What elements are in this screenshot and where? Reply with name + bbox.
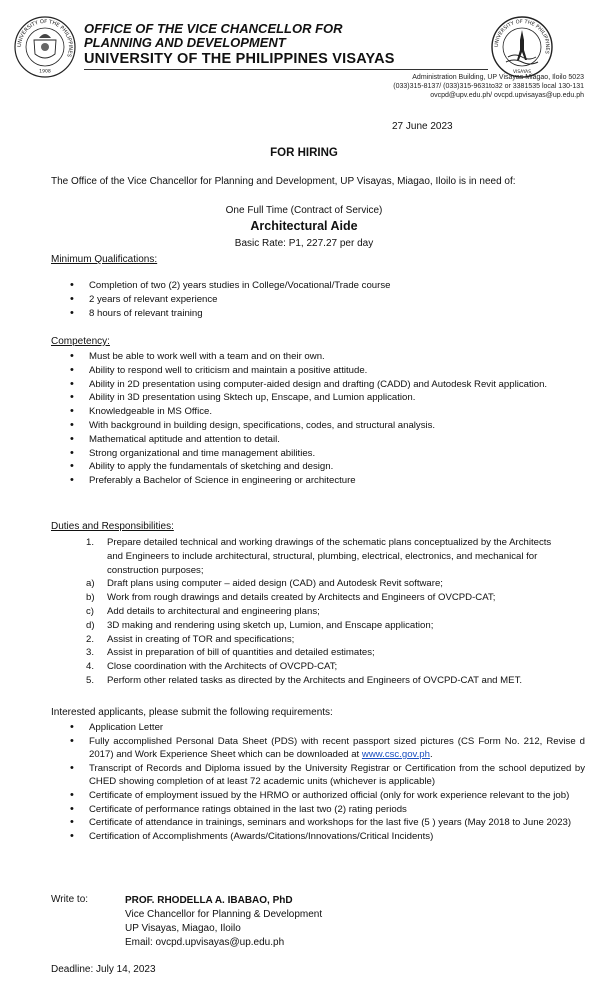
min-qualifications-list xyxy=(0,279,569,320)
list-item xyxy=(0,633,569,647)
header-divider xyxy=(84,69,488,70)
employment-type: One Full Time (Contract of Service) xyxy=(225,205,383,216)
list-item: • Mathematical aptitude and attention to detail. xyxy=(0,433,569,447)
list-item: • 8 hours of relevant training xyxy=(0,307,569,321)
list-item: • Ability in 2D presentation using computer-aided design and drafting (CADD) and Autodesk Revit application. xyxy=(0,378,569,392)
item-text: 3D making and rendering using sketch up, Lumion, and Enscape application; xyxy=(107,619,434,631)
min-qualifications-heading: Minimum Qualifications: xyxy=(51,254,158,265)
list-item xyxy=(0,536,569,577)
upv-seal-logo xyxy=(491,16,553,78)
list-item: • Knowledgeable in MS Office. xyxy=(0,405,569,419)
phone-line: (033)315-8137/ (033)315-9631to32 or 3381535 local 130-131 xyxy=(393,83,584,90)
list-item: • 2 years of relevant experience xyxy=(0,293,569,307)
item-marker: 4. xyxy=(86,661,95,673)
contact-address: UP Visayas, Miagao, Iloilo xyxy=(125,923,241,934)
address-line: Administration Building, UP Visayas Miagao, Iloilo 5023 xyxy=(412,74,584,81)
requirements-list xyxy=(0,721,585,843)
link-suffix: . xyxy=(429,749,433,761)
basic-rate: Basic Rate: P1, 227.27 per day xyxy=(234,238,374,249)
item-marker: a) xyxy=(86,578,95,590)
list-item: • Certificate of performance ratings obtained in the last two (2) rating periods xyxy=(0,803,585,817)
list-item xyxy=(0,605,569,619)
up-seal-logo xyxy=(14,16,76,78)
item-text: Close coordination with the Architects of OVCPD-CAT; xyxy=(107,661,338,673)
contact-block xyxy=(125,894,322,950)
intro-text: The Office of the Vice Chancellor for Planning and Development, UP Visayas, Miagao, Iloilo is in need of: xyxy=(51,176,516,187)
list-item: • Preferably a Bachelor of Science in engineering or architecture xyxy=(0,474,569,488)
item-marker: c) xyxy=(86,605,94,617)
svg-text:1908: 1908 xyxy=(39,69,51,75)
list-item xyxy=(0,735,585,762)
svg-text:UNIVERSITY OF THE PHILIPPINES: UNIVERSITY OF THE PHILIPPINES xyxy=(493,18,551,55)
item-text: Prepare detailed technical and working drawings of the schematic plans conceptualized by the Architects and Engineers to include architectural, structural, plumbing, electrical, electronics, and mechanical for construction purposes; xyxy=(107,537,552,576)
list-item: • Completion of two (2) years studies in College/Vocational/Trade course xyxy=(0,279,569,293)
item-text: Perform other related tasks as directed by the Architects and Engineers of OVCPD-CAT and MET. xyxy=(107,674,523,686)
item-text: Add details to architectural and engineering plans; xyxy=(107,605,320,617)
write-to-label: Write to: xyxy=(51,894,89,905)
letter-date: 27 June 2023 xyxy=(392,121,453,132)
list-item xyxy=(0,619,569,633)
list-item: • Ability in 3D presentation using Sktech up, Enscape, and Lumion application. xyxy=(0,391,569,405)
competency-list xyxy=(0,350,569,488)
item-text: Assist in preparation of bill of quantities and detailed estimates; xyxy=(107,647,375,659)
office-address xyxy=(393,73,584,100)
position-title: Architectural Aide xyxy=(250,219,358,233)
competency-heading: Competency: xyxy=(51,336,110,347)
list-item: • Certification of Accomplishments (Awards/Citations/Innovations/Critical Incidents) xyxy=(0,830,585,844)
university-name: UNIVERSITY OF THE PHILIPPINES VISAYAS xyxy=(84,51,395,67)
item-marker: 3. xyxy=(86,647,95,659)
list-item xyxy=(0,660,569,674)
item-marker: 2. xyxy=(86,633,95,645)
item-marker: b) xyxy=(86,592,95,604)
deadline: Deadline: July 14, 2023 xyxy=(51,964,156,975)
contact-title: Vice Chancellor for Planning & Development xyxy=(125,909,323,920)
requirements-heading: Interested applicants, please submit the following requirements: xyxy=(51,707,333,718)
list-item: • With background in building design, specifications, codes, and structural analysis. xyxy=(0,419,569,433)
list-item: • Application Letter xyxy=(0,721,585,735)
list-item: • Certificate of attendance in trainings, seminars and workshops for the last five (5 ) years (May 2018 to June 2023) xyxy=(0,816,585,830)
list-item xyxy=(0,646,569,660)
duties-heading: Duties and Responsibilities: xyxy=(51,521,174,532)
contact-name: PROF. RHODELLA A. IBABAO, PhD xyxy=(125,895,293,906)
svg-text:VISAYAS: VISAYAS xyxy=(513,70,531,75)
contact-email: Email: ovcpd.upvisayas@up.edu.ph xyxy=(125,937,285,948)
item-marker: 1. xyxy=(86,537,95,548)
duties-list xyxy=(0,536,569,688)
item-marker: d) xyxy=(86,619,95,631)
page-heading: FOR HIRING xyxy=(270,147,338,159)
item-text: Fully accomplished Personal Data Sheet (PDS) with recent passport sized pictures (CS Form No. 212, Revise d 2017) and Work Experience Sheet which can be downloaded at xyxy=(89,735,585,761)
item-marker: 5. xyxy=(86,674,95,686)
office-title-line2: PLANNING AND DEVELOPMENT xyxy=(84,35,286,50)
item-text: Draft plans using computer – aided design (CAD) and Autodesk Revit software; xyxy=(107,578,443,590)
list-item: • Ability to respond well to criticism and maintain a positive attitude. xyxy=(0,364,569,378)
svg-text:UNIVERSITY OF THE PHILIPPINES: UNIVERSITY OF THE PHILIPPINES xyxy=(16,18,74,58)
list-item: • Must be able to work well with a team and on their own. xyxy=(0,350,569,364)
list-item: • Transcript of Records and Diploma issued by the University Registrar or Certification from the school deputized by CHED showing completion of at least 72 academic units (whichever is applicable) xyxy=(0,762,585,789)
list-item xyxy=(0,591,569,605)
email-line: ovcpd@upv.edu.ph/ ovcpd.upvisayas@up.edu.ph xyxy=(430,92,584,99)
office-title-line1: OFFICE OF THE VICE CHANCELLOR FOR xyxy=(84,21,343,36)
item-text: Assist in creating of TOR and specifications; xyxy=(107,633,295,645)
item-text: Work from rough drawings and details created by Architects and Engineers of OVCPD-CAT; xyxy=(107,592,496,604)
list-item xyxy=(0,577,569,591)
list-item: • Ability to apply the fundamentals of sketching and design. xyxy=(0,460,569,474)
list-item: • Strong organizational and time management abilities. xyxy=(0,447,569,461)
list-item: • Certificate of employment issued by the HRMO or authorized official (only for work experience relevant to the job) xyxy=(0,789,585,803)
list-item xyxy=(0,674,569,688)
csc-website-link[interactable]: www.csc.gov.ph xyxy=(361,749,430,761)
